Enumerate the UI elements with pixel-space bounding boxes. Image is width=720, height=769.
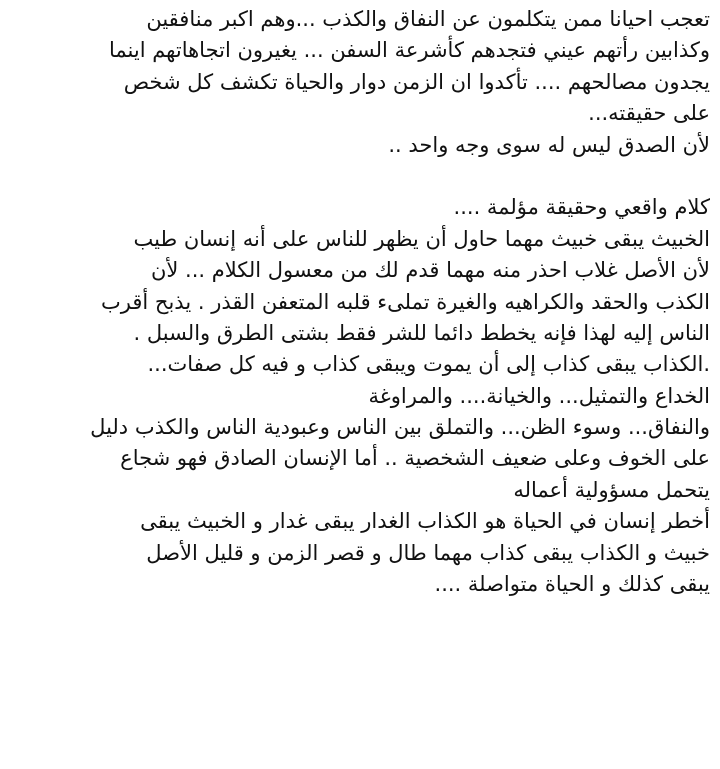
text-line: لأن الأصل غلاب احذر منه مهما قدم لك من معسول الكلام ... لأن: [150, 258, 710, 283]
document-text: [8, 4, 710, 600]
text-line: على حقيقته...: [588, 101, 710, 126]
text-line: على الخوف وعلى ضعيف الشخصية .. أما الإنسان الصادق فهو شجاع: [120, 446, 710, 471]
text-line: يجدون مصالحهم .... تأكدوا ان الزمن دوار والحياة تكشف كل شخص: [123, 69, 710, 94]
paragraph-2: [8, 192, 710, 600]
text-line: .الكذاب يبقى كذاب إلى أن يموت ويبقى كذاب و فيه كل صفات...: [147, 352, 710, 377]
text-line: الكذب والحقد والكراهيه والغيرة تملىء قلبه المتعفن القذر . يذبح أقرب: [101, 289, 710, 314]
text-line: الناس إليه لهذا فإنه يخطط دائما للشر فقط بشتى الطرق والسبل .: [133, 320, 710, 345]
text-line: كلام واقعي وحقيقة مؤلمة ....: [453, 195, 710, 220]
text-line: أخطر إنسان في الحياة هو الكذاب الغدار يبقى غدار و الخبيث يبقى: [140, 509, 710, 534]
text-line: تعجب احيانا ممن يتكلمون عن النفاق والكذب ...وهم اكبر منافقين: [146, 7, 710, 31]
text-line: يتحمل مسؤولية أعماله: [513, 477, 710, 502]
text-line: الخداع والتمثيل... والخيانة.... والمراوغة: [368, 383, 710, 408]
text-line: يبقى كذلك و الحياة متواصلة ....: [434, 572, 710, 597]
paragraph-1: [8, 4, 710, 161]
text-line: وكذابين رأتهم عيني فتجدهم كأشرعة السفن ... يغيرون اتجاهاتهم اينما: [108, 38, 710, 63]
text-line: لأن الصدق ليس له سوى وجه واحد ..: [388, 132, 710, 157]
text-line: والنفاق... وسوء الظن... والتملق بين الناس وعبودية الناس والكذب دليل: [90, 415, 710, 440]
text-line: خبيث و الكذاب يبقى كذاب مهما طال و قصر الزمن و قليل الأصل: [146, 540, 710, 565]
text-line: الخبيث يبقى خبيث مهما حاول أن يظهر للناس على أنه إنسان طيب: [133, 226, 710, 251]
paragraph-spacer: [8, 161, 710, 192]
